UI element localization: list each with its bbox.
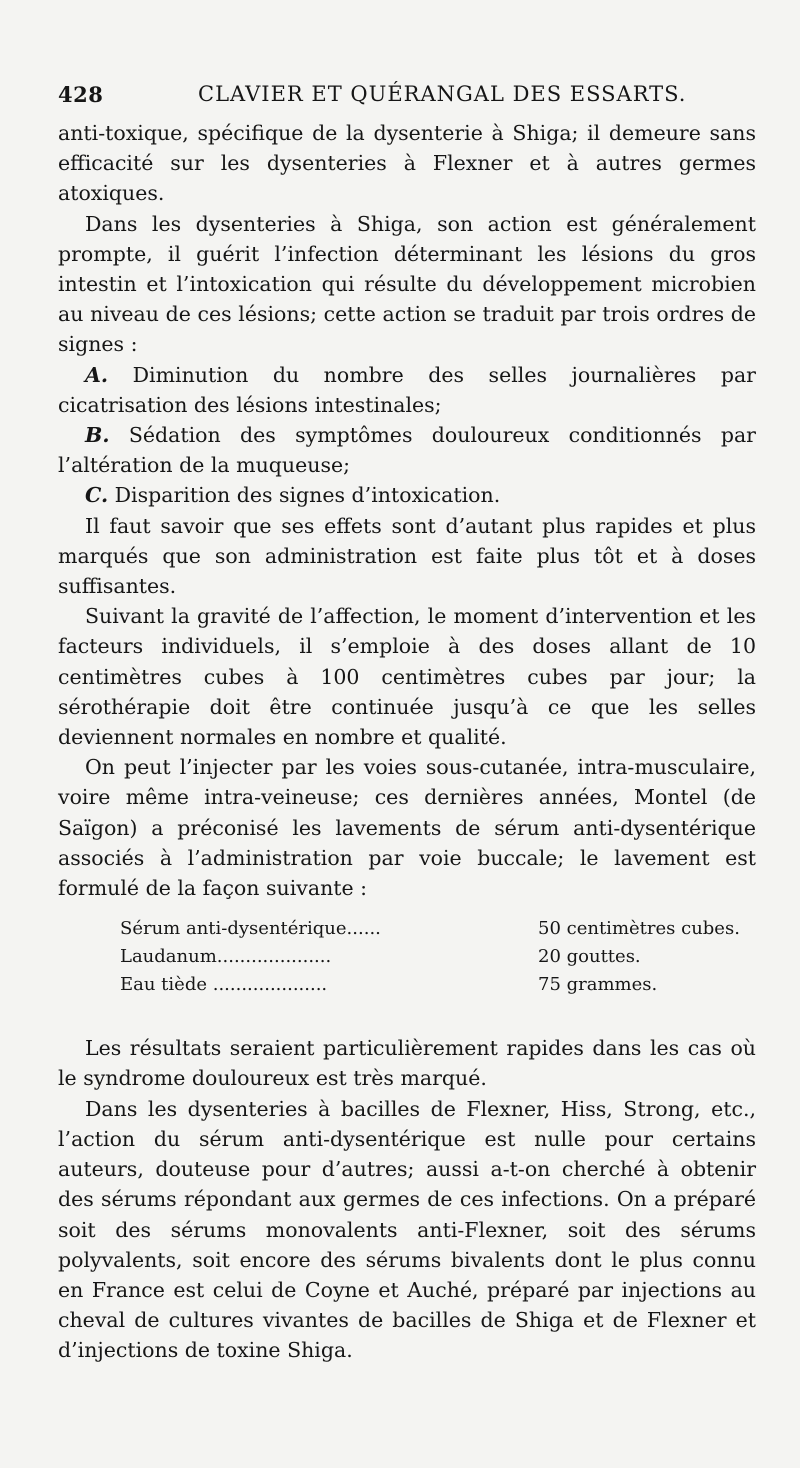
page-number: 428 bbox=[58, 82, 104, 107]
page-header bbox=[58, 82, 756, 118]
list-letter-a: A. bbox=[85, 362, 109, 387]
list-item-a bbox=[58, 360, 756, 420]
list-letter-b: B. bbox=[85, 423, 110, 448]
recipe-row bbox=[120, 971, 756, 999]
list-text-b: Sédation des symptômes douloureux conditionnés par l’altération de la muqueuse; bbox=[58, 423, 756, 478]
list-text-a: Diminution du nombre des selles journalières par cicatrisation des lésions intestinales; bbox=[58, 362, 756, 417]
list-item-b bbox=[58, 420, 756, 480]
recipe-ingredient: Laudanum.................... bbox=[120, 946, 332, 968]
paragraph-3: Il faut savoir que ses effets sont d’autant plus rapides et plus marqués que son administration est faite plus tôt et à doses suffisantes. bbox=[58, 513, 756, 599]
recipe-amount: 50 centimètres cubes. bbox=[538, 918, 740, 940]
body-text bbox=[58, 118, 756, 1366]
paragraph-2: Dans les dysenteries à Shiga, son action est généralement prompte, il guérit l’infection déterminant les lésions du gros intestin et l’intoxication qui résulte du développement microbien au niveau de ces lésions; cette action se traduit par trois ordres de signes : bbox=[58, 211, 756, 357]
recipe-amount: 20 gouttes. bbox=[538, 946, 641, 968]
paragraph-5: On peut l’injecter par les voies sous-cutanée, intra-musculaire, voire même intra-veineuse; ces dernières années, Montel (de Saïgon) a préconisé les lavements de sérum anti-dysentérique associés à l’administration par voie buccale; le lavement est formulé de la façon suivante : bbox=[58, 755, 756, 901]
recipe-row bbox=[120, 915, 756, 943]
paragraph-1: anti-toxique, spécifique de la dysenterie à Shiga; il demeure sans efficacité sur les dysenteries à Flexner et à autres germes atoxiques. bbox=[58, 121, 756, 206]
recipe-amount: 75 grammes. bbox=[538, 974, 658, 996]
running-title: CLAVIER ET QUÉRANGAL DES ESSARTS. bbox=[198, 82, 687, 106]
paragraph-4: Suivant la gravité de l’affection, le moment d’intervention et les facteurs individuels, il s’emploie à des doses allant de 10 centimètres cubes à 100 centimètres cubes par jour; la sérothérapie doit être continuée jusqu’à ce que les selles deviennent normales en nombre et qualité. bbox=[58, 604, 756, 750]
recipe-ingredient: Sérum anti-dysentérique...... bbox=[120, 918, 381, 940]
recipe-row bbox=[120, 943, 756, 971]
recipe-formula bbox=[120, 915, 756, 999]
list-letter-c: C. bbox=[85, 483, 109, 508]
list-item-c bbox=[58, 480, 756, 510]
list-text-c: Disparition des signes d’intoxication. bbox=[114, 483, 501, 508]
recipe-ingredient: Eau tiède .................... bbox=[120, 974, 328, 996]
paragraph-7: Dans les dysenteries à bacilles de Flexner, Hiss, Strong, etc., l’action du sérum anti-dysentérique est nulle pour certains auteurs, douteuse pour d’autres; aussi a-t-on cherché à obtenir des sérums répondant aux germes de ces infections. On a préparé soit des sérums monovalents anti-Flexner, soit des sérums polyvalents, soit encore des sérums bivalents dont le plus connu en France est celui de Coyne et Auché, préparé par injections au cheval de cultures vivantes de bacilles de Shiga et de Flexner et d’injections de toxine Shiga. bbox=[58, 1096, 756, 1363]
paragraph-6: Les résultats seraient particulièrement rapides dans les cas où le syndrome douloureux est très marqué. bbox=[58, 1036, 756, 1091]
